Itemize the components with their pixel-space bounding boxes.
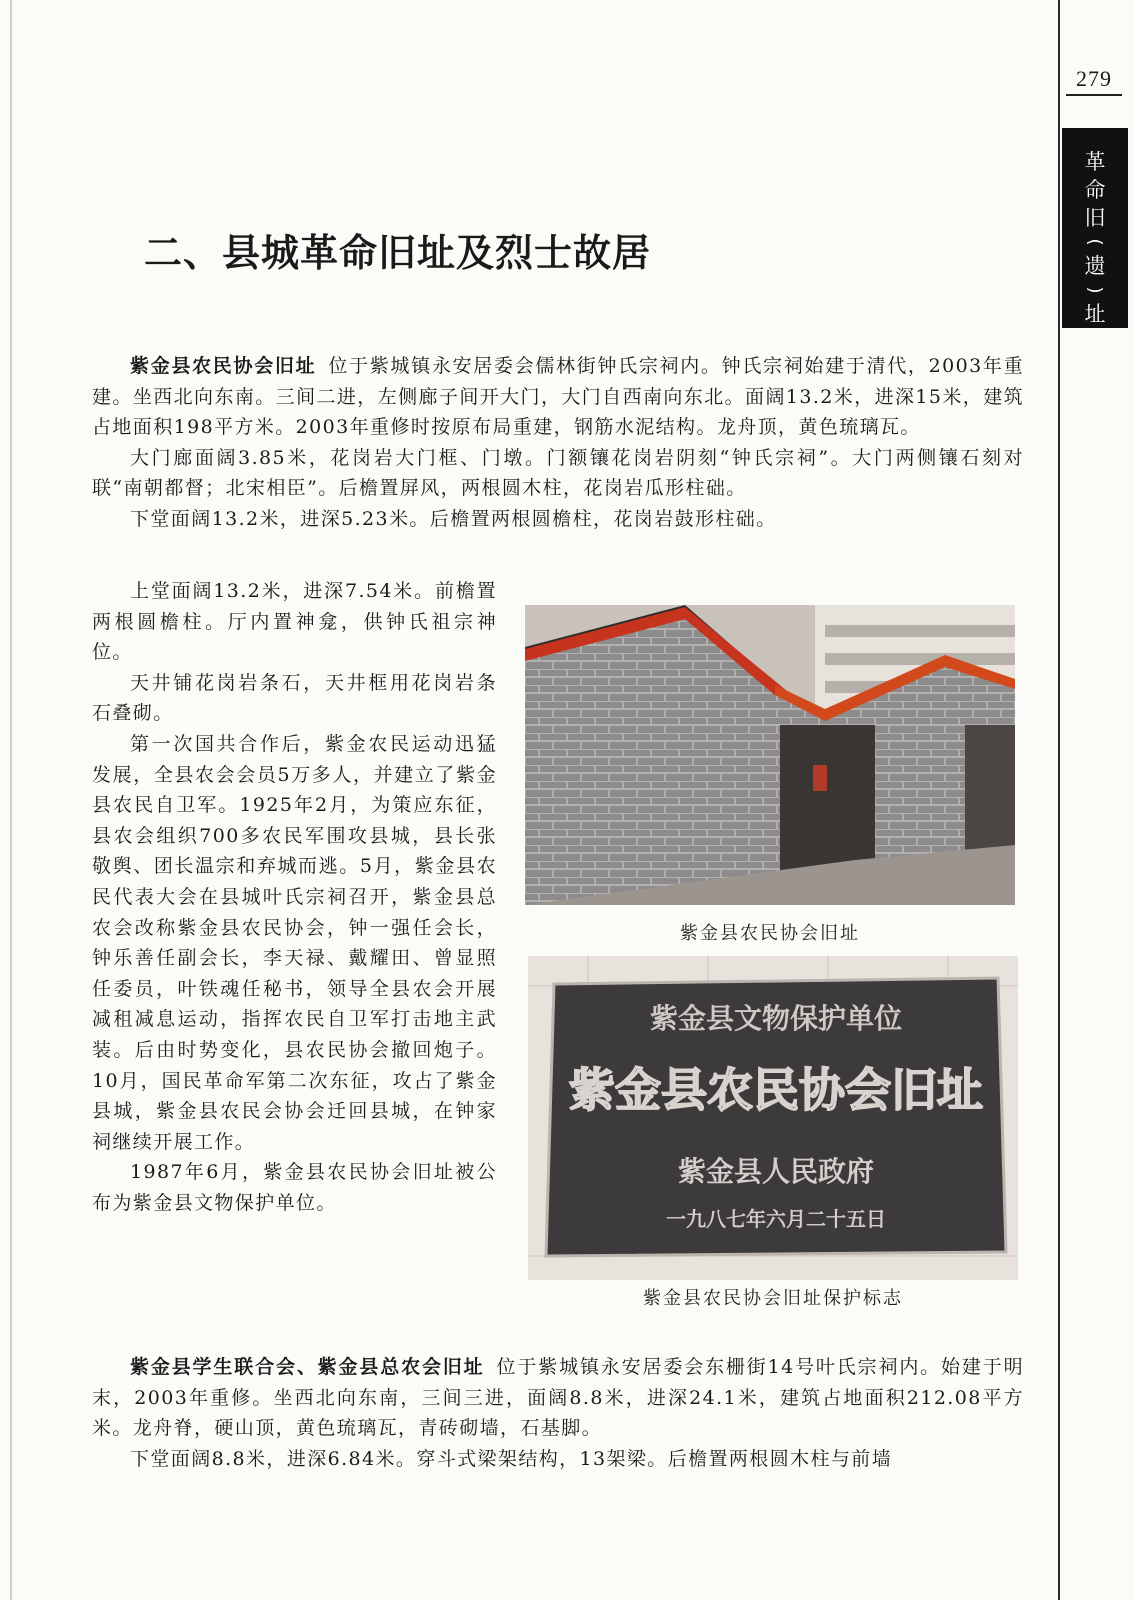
side-tab-char: 革	[1084, 150, 1106, 174]
article2	[92, 1352, 1024, 1474]
building-photo	[525, 605, 1015, 905]
paragraph	[92, 1352, 1024, 1444]
page-edge-rule	[1058, 0, 1060, 1600]
plaque-line: 紫金县人民政府	[677, 1155, 875, 1188]
paragraph: 上堂面阔13.2米，进深7.54米。前檐置两根圆檐柱。厅内置神龛，供钟氏祖宗神位。	[92, 580, 497, 664]
plaque-line: 紫金县文物保护单位	[649, 1002, 903, 1035]
paragraph: 1987年6月，紫金县农民协会旧址被公布为紫金县文物保护单位。	[92, 1161, 497, 1214]
article-lead-title: 紫金县学生联合会、紫金县总农会旧址	[130, 1356, 485, 1378]
side-tab-char: (	[1085, 238, 1106, 246]
paragraph	[92, 351, 1024, 443]
side-tab-char: 址	[1084, 302, 1106, 326]
side-tab-char: 旧	[1084, 206, 1106, 230]
page-number: 279	[1066, 66, 1122, 96]
binding-edge	[10, 0, 12, 1600]
side-tab-char: 命	[1084, 178, 1106, 202]
article1-column	[92, 576, 497, 1218]
paragraph: 第一次国共合作后，紫金农民运动迅猛发展，全县农会会员5万多人，并建立了紫金县农民自卫军。1925年2月，为策应东征，县农会组织700多农民军围攻县城，县长张敬舆、团长温宗和弃城而逃。5月，紫金县农民代表大会在县城叶氏宗祠召开，紫金县总农会改称紫金县农民协会，钟一强任会长，钟乐善任副会长，李天禄、戴耀田、曾显照任委员，叶铁魂任秘书，领导全县农会开展减租减息运动，指挥农民自卫军打击地主武装。后由时势变化，县农民协会撤回炮子。10月，国民革命军第二次东征，攻占了紫金县城，紫金县农民会协会迁回县城，在钟家祠继续开展工作。	[92, 732, 497, 1153]
chapter-side-tab	[1062, 128, 1128, 328]
paragraph: 大门廊面阔3.85米，花岗岩大门框、门墩。门额镶花岗岩阴刻“钟氏宗祠”。大门两侧镶石刻对联“南朝都督；北宋相臣”。后檐置屏风，两根圆木柱，花岗岩瓜形柱础。	[92, 446, 1024, 500]
paragraph: 下堂面阔8.8米，进深6.84米。穿斗式梁架结构，13架梁。后檐置两根圆木柱与前墙	[130, 1447, 893, 1470]
article-lead-title: 紫金县农民协会旧址	[130, 355, 317, 377]
side-tab-char: 遗	[1084, 254, 1106, 278]
photo-caption: 紫金县农民协会旧址	[680, 923, 860, 944]
photo-caption: 紫金县农民协会旧址保护标志	[643, 1288, 903, 1309]
paragraph-text: 位于紫城镇永安居委会儒林街钟氏宗祠内。钟氏宗祠始建于清代，2003年重建。坐西北向东南。三间二进，左侧廊子间开大门，大门自西南向东北。面阔13.2米，进深15米，建筑占地面积198平方米。2003年重修时按原布局重建，钢筋水泥结构。龙舟顶，黄色琉璃瓦。	[92, 355, 1024, 439]
paragraph-text: 位于紫城镇永安居委会东栅街14号叶氏宗祠内。始建于明末，2003年重修。坐西北向东南，三间三进，面阔8.8米，进深24.1米，建筑占地面积212.08平方米。龙舟脊，硬山顶，黄色琉璃瓦，青砖砌墙，石基脚。	[92, 1356, 1025, 1440]
ancestral-hall-image	[525, 605, 1015, 905]
section-title: 二、县城革命旧址及烈士故居	[144, 231, 652, 275]
stone-plaque-image	[528, 956, 1018, 1280]
paragraph: 天井铺花岗岩条石，天井框用花岗岩条石叠砌。	[92, 671, 497, 725]
article1-intro	[92, 351, 1024, 535]
plaque-line: 紫金县农民协会旧址	[569, 1063, 983, 1117]
plaque-photo	[528, 956, 1018, 1280]
side-tab-char: )	[1085, 286, 1106, 294]
paragraph: 下堂面阔13.2米，进深5.23米。后檐置两根圆檐柱，花岗岩鼓形柱础。	[130, 507, 777, 530]
plaque-line: 一九八七年六月二十五日	[666, 1207, 886, 1231]
